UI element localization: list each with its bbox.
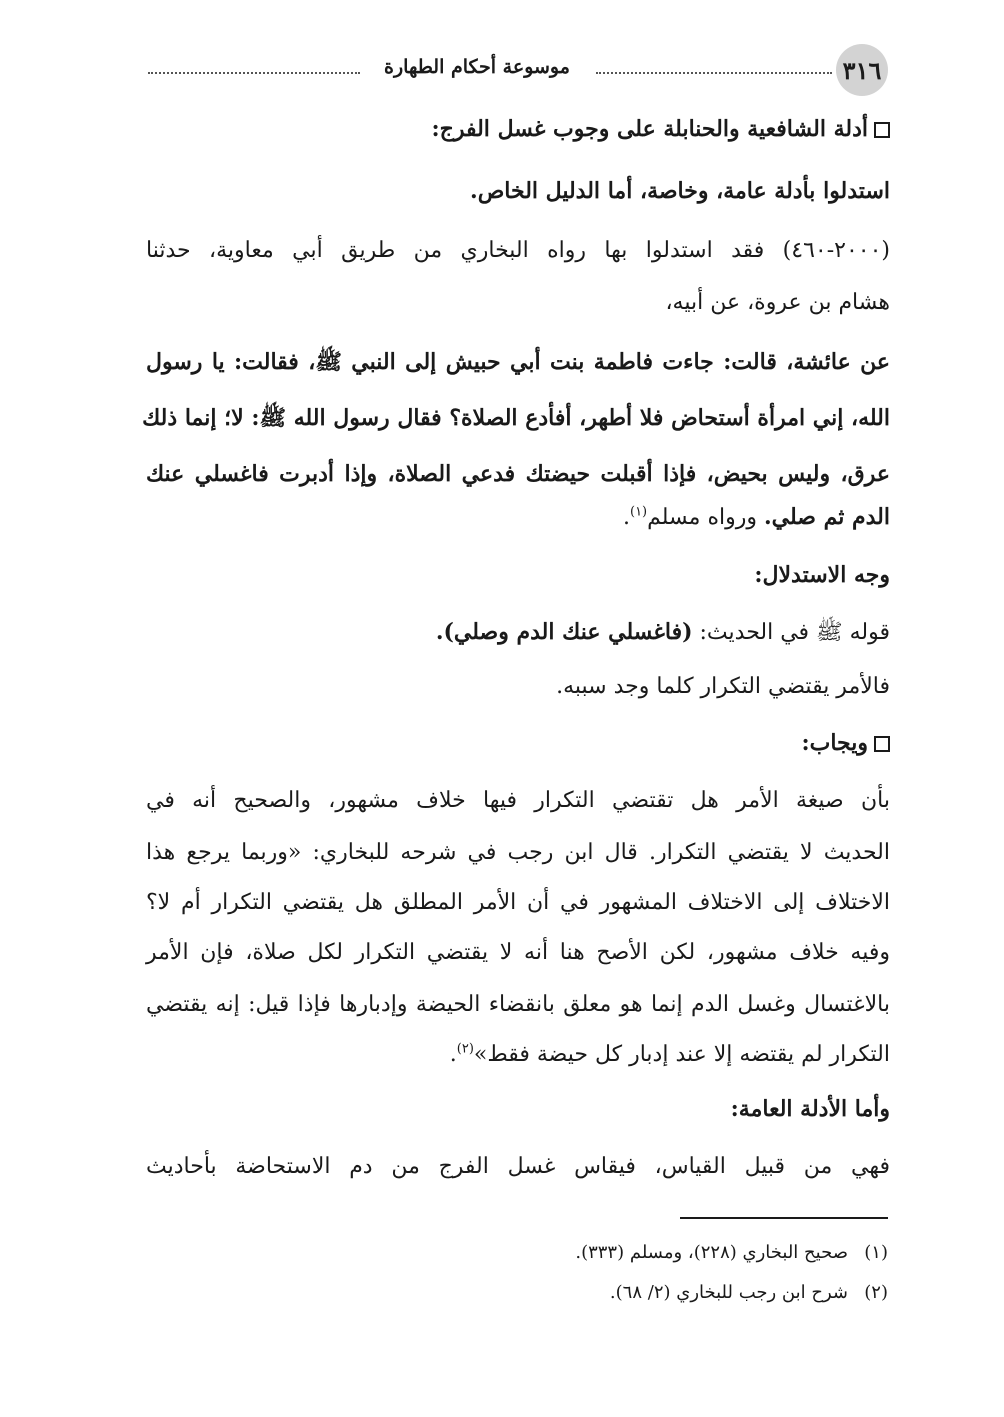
square-bullet-icon <box>874 736 890 752</box>
subheading-general-evidence: وأما الأدلة العامة: <box>730 1096 890 1122</box>
hadith-line-end: الدم ثم صلي. ورواه مسلم$^{(١)}$. <box>622 504 890 530</box>
paragraph-line: بأن صيغة الأمر هل تقتضي التكرار فيها خلاف مشهور، والصحيح أنه في <box>146 788 890 813</box>
page-number: ٣١٦ <box>836 44 888 96</box>
hadith-line: الله، إني امرأة أستحاض فلا أطهر، أفأدع الصلاة؟ فقال رسول الله ﷺ: لا؛ إنما ذلك <box>142 405 890 431</box>
paragraph-line: استدلوا بأدلة عامة، وخاصة، أما الدليل الخاص. <box>470 178 890 204</box>
paragraph-line: الحديث لا يقتضي التكرار. قال ابن رجب في شرحه للبخاري: «وربما يرجع هذا <box>146 840 890 865</box>
paragraph-line: الاختلاف إلى الاختلاف المشهور في أن الأمر المطلق هل يقتضي التكرار أم لا؟ <box>146 890 890 915</box>
running-header-title: موسوعة أحكام الطهارة <box>384 56 570 78</box>
subheading-inference: وجه الاستدلال: <box>754 562 890 588</box>
header-dotted-leader-right <box>596 72 832 74</box>
subheading-response: ويجاب: <box>146 730 890 756</box>
paragraph-line: وفيه خلاف مشهور، لكن الأصح هنا أنه لا يقتضي التكرار لكل صلاة، فإن الأمر <box>146 940 890 965</box>
hadith-line: عن عائشة، قالت: جاءت فاطمة بنت أبي حبيش إلى النبي ﷺ، فقالت: يا رسول <box>146 349 890 375</box>
footnote-separator <box>680 1217 888 1219</box>
footnote-ref-1: (١) <box>629 504 648 520</box>
paragraph-line: فهي من قبيل القياس، فيقاس غسل الفرج من دم الاستحاضة بأحاديث <box>146 1154 890 1179</box>
paragraph-line: التكرار لم يقتضه إلا عند إدبار كل حيضة فقط»$^{(٢)}$. <box>449 1041 890 1067</box>
footnote-ref-2: (٢) <box>456 1041 474 1057</box>
header-dotted-leader-left <box>148 72 360 74</box>
paragraph-line: هشام بن عروة، عن أبيه، <box>665 290 890 315</box>
footnote-2: (٢)شرح ابن رجب للبخاري (٢/ ٦٨). <box>609 1282 888 1303</box>
paragraph-line: (٢٠٠٠-٤٦٠) فقد استدلوا بها رواه البخاري من طريق أبي معاوية، حدثنا <box>146 238 890 263</box>
hadith-line: عرق، وليس بحيض، فإذا أقبلت حيضتك فدعي الصلاة، وإذا أدبرت فاغسلي عنك <box>146 461 890 487</box>
paragraph-line: فالأمر يقتضي التكرار كلما وجد سببه. <box>556 674 890 699</box>
paragraph-line: بالاغتسال وغسل الدم إنما هو معلق بانقضاء الحيضة وإدبارها فإذا قيل: إنه يقتضي <box>146 992 890 1017</box>
footnote-1: (١)صحيح البخاري (٢٢٨)، ومسلم (٣٣٣). <box>575 1242 888 1263</box>
square-bullet-icon <box>874 122 890 138</box>
section-heading-evidence: أدلة الشافعية والحنابلة على وجوب غسل الفرج: <box>146 116 890 142</box>
paragraph-line: قوله ﷺ في الحديث: (فاغسلي عنك الدم وصلي). <box>435 619 890 645</box>
